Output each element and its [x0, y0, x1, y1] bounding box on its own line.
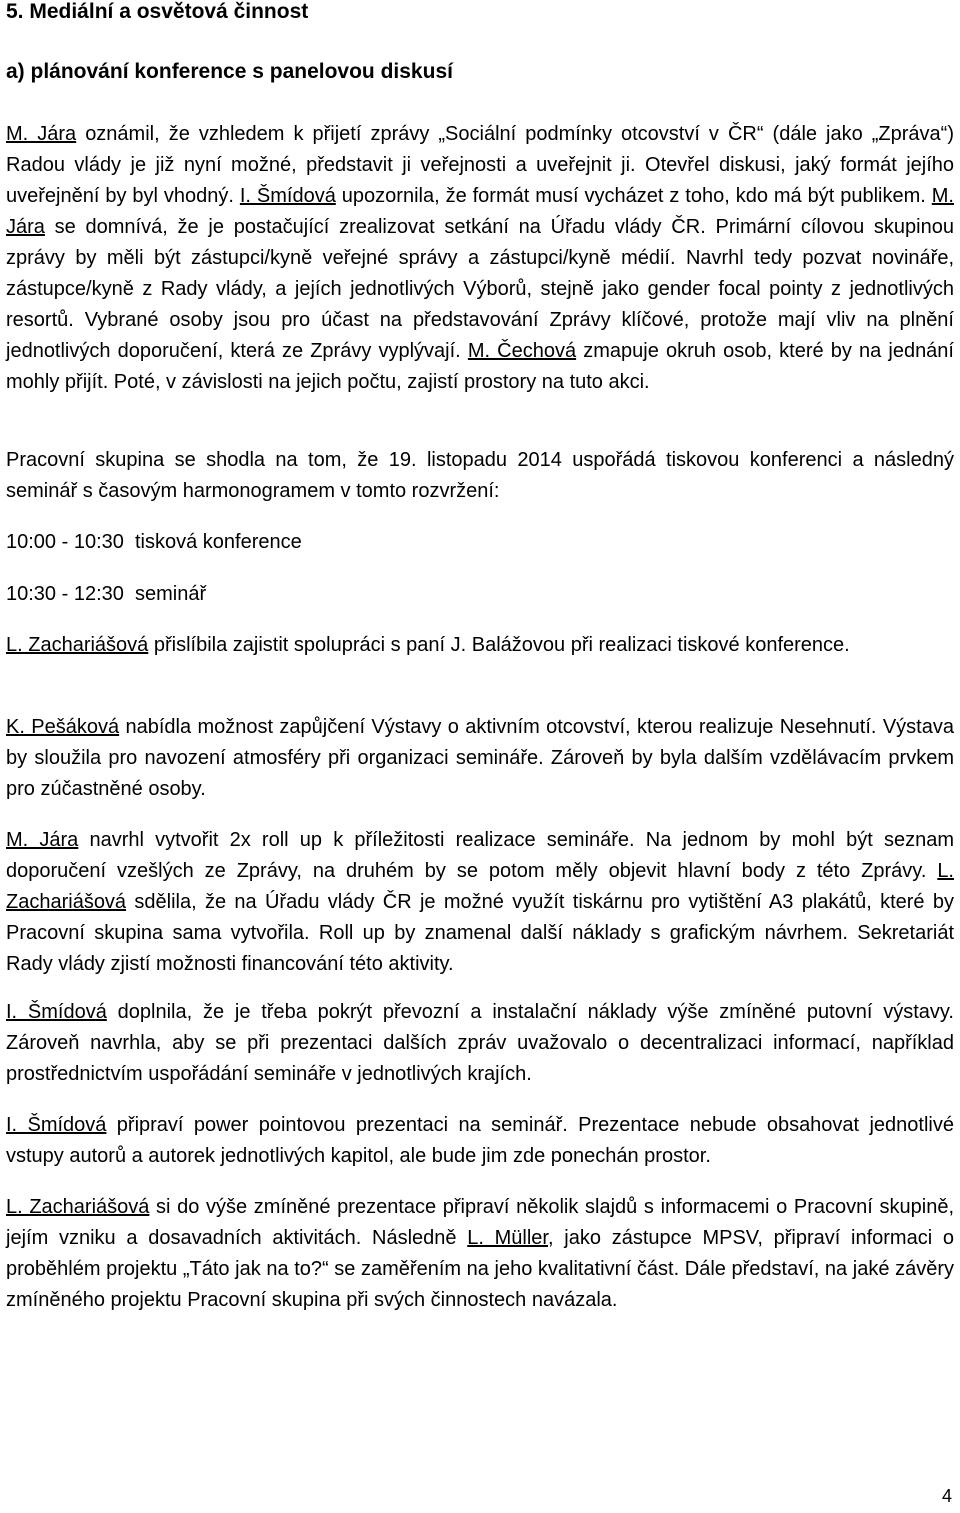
paragraph-text: přislíbila zajistit spolupráci s paní J. Balážovou při realizaci tiskové konference.	[148, 634, 850, 656]
page-number: 4	[941, 1486, 952, 1506]
person-name: M. Čechová	[467, 340, 577, 362]
paragraph-cooperation	[6, 630, 954, 661]
person-name: K. Pešáková	[6, 716, 120, 738]
subsection-heading: a) plánování konference s panelovou diskusí	[6, 60, 453, 83]
paragraph-text: připraví power pointovou prezentaci na seminář. Prezentace nebude obsahovat jednotlivé vstupy autorů a autorek jednotlivých kapitol, ale bude jim zde ponechán prostor.	[6, 1114, 954, 1167]
person-name: L. Zachariášová	[6, 1196, 150, 1218]
paragraph-presentation	[6, 1110, 954, 1172]
paragraph-exhibition	[6, 712, 954, 805]
paragraph-slides	[6, 1192, 954, 1316]
schedule-item: 10:00 - 10:30 tisková konference	[6, 531, 302, 553]
person-name: M. Jára	[6, 123, 77, 145]
paragraph-text: nabídla možnost zapůjčení Výstavy o aktivním otcovství, kterou realizuje Nesehnutí. Výstava by sloužila pro navození atmosféry při organizaci semináře. Zároveň by byla dalším vzdělávacím prvkem pro zúčastněné osoby.	[6, 716, 954, 800]
person-name: M. Jára	[6, 185, 954, 238]
paragraph-discussion	[6, 119, 954, 398]
paragraph-text: oznámil, že vzhledem k přijetí zprávy „Sociální podmínky otcovství v ČR“ (dále jako „Zpráva“) Radou vlády je již nyní možné, představit ji veřejnosti a uveřejnit ji. Otevřel diskusi, jaký formát jejího uveřejnění by byl vhodný.	[6, 123, 954, 207]
person-name: I. Šmídová	[239, 185, 336, 207]
person-name: L. Zachariášová	[6, 860, 954, 913]
person-name: L. Zachariášová	[6, 634, 149, 656]
person-name: I. Šmídová	[6, 1114, 107, 1136]
paragraph-text: doplnila, že je třeba pokrýt převozní a instalační náklady výše zmíněné putovní výstavy. Zároveň navrhla, aby se při prezentaci dalších zpráv uvažovalo o decentralizaci informací, například prostřednictvím uspořádání semináře v jednotlivých krajích.	[6, 1001, 954, 1085]
paragraph-text: sdělila, že na Úřadu vlády ČR je možné využít tiskárnu pro vytištění A3 plakátů, které by Pracovní skupina sama vytvořila. Roll up by znamenal další náklady s grafickým návrhem. Sekretariát Rady vlády zjistí možnosti financování této aktivity.	[6, 891, 954, 975]
person-name: I. Šmídová	[6, 1001, 107, 1023]
paragraph-text: navrhl vytvořit 2x roll up k příležitosti realizace semináře. Na jednom by mohl být seznam doporučení vzešlých ze Zprávy, na druhém by se potom měly objevit hlavní body z této Zprávy.	[6, 829, 954, 882]
paragraph-agreement: Pracovní skupina se shodla na tom, že 19. listopadu 2014 uspořádá tiskovou konferenci a následný seminář s časovým harmonogramem v tomto rozvržení:	[6, 449, 954, 502]
paragraph-transport-costs	[6, 997, 954, 1090]
paragraph-text: se domnívá, že je postačující zrealizovat setkání na Úřadu vlády ČR. Primární cílovou skupinou zprávy by měli být zástupci/kyně veřejné správy a zástupci/kyně médií. Navrhl tedy pozvat novináře, zástupce/kyně z Rady vlády, a jejích jednotlivých Výborů, stejně jako gender focal pointy z jednotlivých resortů. Vybrané osoby jsou pro účast na představování Zprávy klíčové, protože mají vliv na plnění jednotlivých doporučení, která ze Zprávy vyplývají.	[6, 216, 954, 362]
paragraph-text: , jako zástupce MPSV, připraví informaci o proběhlém projektu „Táto jak na to?“ se zaměřením na jeho kvalitativní část. Dále představí, na jaké závěry zmíněného projektu Pracovní skupina při svých činnostech navázala.	[6, 1227, 954, 1311]
paragraph-text: zmapuje okruh osob, které by na jednání mohly přijít. Poté, v závislosti na jejich počtu, zajistí prostory na tuto akci.	[6, 340, 954, 393]
person-name: M. Jára	[6, 829, 79, 851]
paragraph-text: si do výše zmíněné prezentace připraví několik slajdů s informacemi o Pracovní skupině, jejím vzniku a dosavadních aktivitách. Následně	[6, 1196, 954, 1249]
section-heading: 5. Mediální a osvětová činnost	[6, 0, 309, 23]
person-name: L. Müller	[467, 1227, 548, 1249]
paragraph-text: upozornila, že formát musí vycházet z toho, kdo má být publikem.	[335, 185, 932, 207]
schedule-item: 10:30 - 12:30 seminář	[6, 583, 207, 605]
paragraph-roll-up	[6, 825, 954, 980]
